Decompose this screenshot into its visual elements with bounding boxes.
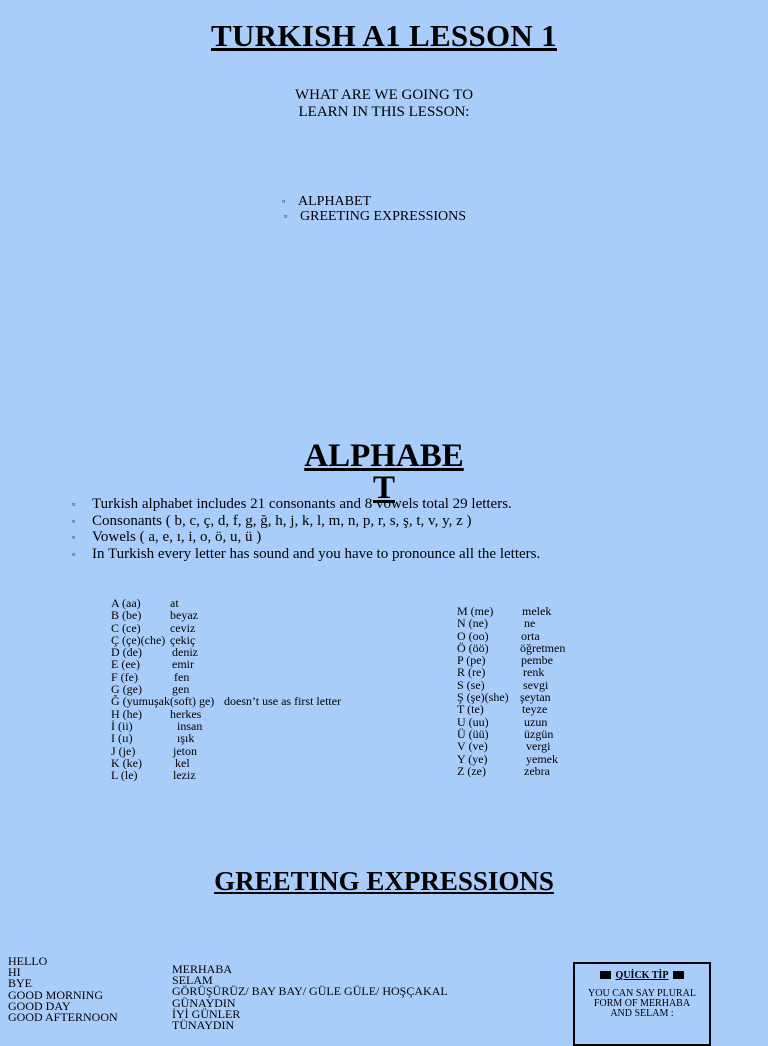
- topic-item-greetings: [284, 209, 466, 224]
- greetings-turkish-column: [172, 964, 448, 1031]
- topic-label: ALPHABET: [298, 194, 372, 209]
- letter-row: S (se) sevgi: [457, 677, 549, 692]
- letter-row: P (pe) pembe: [457, 653, 553, 668]
- book-icon: [600, 971, 611, 979]
- letter-row: K (ke) kel: [111, 755, 190, 770]
- greeting-english: HELLO: [8, 954, 48, 968]
- letter-row: L (le) leziz: [111, 768, 196, 783]
- alphabet-heading-line-2: T: [372, 470, 395, 506]
- alphabet-heading-line-1: ALPHABE: [304, 438, 464, 474]
- letter-row: C (ce) ceviz: [111, 620, 196, 635]
- greetings-english-column: [8, 956, 118, 1023]
- greeting-turkish: TÜNAYDIN: [172, 1018, 235, 1033]
- square-bullet-icon: ▫: [72, 548, 76, 559]
- letter-row: H (he) herkes: [111, 706, 202, 721]
- greetings-heading: GREETING EXPRESSIONS: [214, 866, 554, 896]
- quick-tip-title: QUİCK TİP: [575, 970, 709, 981]
- greeting-english: GOOD DAY: [8, 998, 71, 1013]
- square-bullet-icon: ▫: [284, 211, 288, 221]
- letter-row: U (uu) uzun: [457, 714, 548, 729]
- letter-row: Y (ye) yemek: [457, 751, 558, 766]
- greeting-turkish: GÖRÜŞÜRÜZ/ BAY BAY/ GÜLE GÜLE/ HOŞÇAKAL: [172, 984, 448, 999]
- greeting-english: GOOD MORNING: [8, 987, 103, 1002]
- fact-item: ▫ In Turkish every letter has sound and you have to pronounce all the letters.: [72, 545, 541, 562]
- letter-row: Ğ (yumuşak(soft) ge) doesn’t use as first letter: [111, 694, 342, 709]
- letter-row: R (re) renk: [457, 665, 545, 680]
- fact-item: ▫ Consonants ( b, c, ç, d, f, g, ğ, h, j, k, l, m, n, p, r, s, ş, t, v, y, z ): [72, 512, 472, 529]
- greeting-english: BYE: [8, 976, 32, 991]
- letter-row: A (aa) at: [111, 596, 179, 610]
- letter-row: M (me) melek: [457, 604, 552, 618]
- square-bullet-icon: ▫: [72, 515, 76, 526]
- intro-line-1: WHAT ARE WE GOING TO: [294, 87, 474, 103]
- greeting-english: GOOD AFTERNOON: [8, 1010, 118, 1025]
- quick-tip-box: [573, 962, 711, 1046]
- letter-row: T (te) teyze: [457, 702, 548, 717]
- letter-row: I (ıı) ışık: [111, 731, 195, 746]
- greeting-turkish: SELAM: [172, 973, 213, 988]
- greeting-turkish: MERHABA: [172, 962, 233, 976]
- alphabet-heading: [296, 440, 472, 504]
- square-bullet-icon: ▫: [72, 499, 76, 509]
- letter-row: F (fe) fen: [111, 669, 190, 684]
- greeting-turkish: İYİ GÜNLER: [172, 1006, 241, 1021]
- fact-item: ▫ Vowels ( a, e, ı, i, o, ö, u, ü ): [72, 529, 262, 545]
- topic-item-alphabet: [282, 194, 371, 209]
- letters-left-column: [111, 597, 361, 781]
- letter-row: Ş (şe)(she) şeytan: [457, 690, 551, 705]
- letter-row: E (ee) emir: [111, 657, 194, 672]
- square-bullet-icon: ▫: [282, 196, 286, 206]
- letter-row: Z (ze) zebra: [457, 763, 550, 778]
- letter-row: N (ne) ne: [457, 616, 536, 631]
- letter-row: D (de) deniz: [111, 645, 198, 660]
- greeting-english: HI: [8, 965, 21, 980]
- square-bullet-icon: ▫: [72, 532, 76, 542]
- fact-item: ▫ Turkish alphabet includes 21 consonants and 8 vowels total 29 letters.: [72, 496, 512, 512]
- letter-row: Ü (üü) üzgün: [457, 726, 554, 741]
- letter-row: İ (ii) insan: [111, 718, 203, 733]
- letter-row: Ç (çe)(che) çekiç: [111, 632, 196, 647]
- letter-row: V (ve) vergi: [457, 739, 551, 754]
- letters-right-column: [457, 605, 597, 777]
- topic-label: GREETING EXPRESSIONS: [300, 209, 467, 224]
- letter-row: Ö (öö) öğretmen: [457, 640, 566, 655]
- alphabet-facts-list: [72, 496, 540, 562]
- lesson-intro: [0, 87, 768, 121]
- letter-row: G (ge) gen: [111, 682, 190, 697]
- letter-row: O (oo) orta: [457, 628, 540, 643]
- quick-tip-body: YOU CAN SAY PLURAL FORM OF MERHABA AND SELAM :: [588, 988, 696, 1019]
- letter-row: B (be) beyaz: [111, 608, 198, 623]
- page-title: TURKISH A1 LESSON 1: [211, 18, 557, 53]
- intro-line-2: LEARN IN THIS LESSON:: [298, 104, 470, 120]
- book-icon: [673, 971, 684, 979]
- greeting-turkish: GÜNAYDIN: [172, 995, 236, 1010]
- letter-row: J (je) jeton: [111, 743, 197, 758]
